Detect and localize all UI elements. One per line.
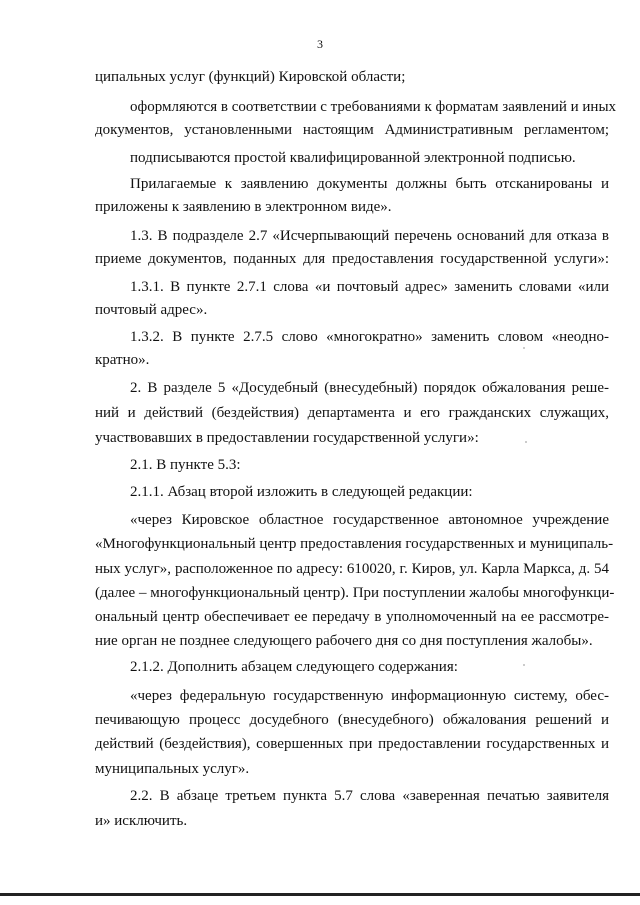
text-line: документов, установленными настоящим Административным регламентом; [95, 122, 609, 138]
text-line: Прилагаемые к заявлению документы должны быть отсканированы и [130, 176, 609, 192]
scan-speck [525, 441, 527, 443]
text-line: 1.3.1. В пункте 2.7.1 слова «и почтовый адрес» заменить словами «или [130, 279, 609, 295]
text-line: ципальных услуг (функций) Кировской области; [95, 69, 406, 85]
text-line: «через федеральную государственную информационную систему, обес- [130, 688, 609, 704]
text-line: 2.1. В пункте 5.3: [130, 457, 241, 473]
text-line: подписываются простой квалифицированной электронной подписью. [130, 150, 576, 166]
text-line: 2. В разделе 5 «Досудебный (внесудебный) порядок обжалования реше- [130, 380, 609, 396]
page-bottom-edge [0, 893, 640, 896]
text-line: «через Кировское областное государственное автономное учреждение [130, 512, 609, 528]
text-line: приеме документов, поданных для предоставления государственной услуги»: [95, 251, 609, 267]
text-line: 2.1.2. Дополнить абзацем следующего содержания: [130, 659, 458, 675]
text-line: ние орган не позднее следующего рабочего дня со дня поступления жалобы». [95, 633, 593, 649]
page-number: 3 [317, 37, 323, 51]
text-line: (далее – многофункциональный центр). При поступлении жалобы многофункци- [95, 585, 615, 601]
text-line: 1.3.2. В пункте 2.7.5 слово «многократно» заменить словом «неодно- [130, 329, 609, 345]
text-line: ональный центр обеспечивает ее передачу в уполномоченный на ее рассмотре- [95, 609, 609, 625]
text-line: и» исключить. [95, 813, 188, 829]
text-line: почтовый адрес». [95, 302, 208, 318]
text-line: «Многофункциональный центр предоставления государственных и муниципаль- [95, 536, 614, 552]
text-line: действий (бездействия), совершенных при предоставлении государственных и [95, 736, 609, 752]
text-line: ний и действий (бездействия) департамента и его гражданских служащих, [95, 405, 609, 421]
scan-speck [523, 664, 525, 666]
text-line: муниципальных услуг». [95, 761, 250, 777]
text-line: печивающую процесс досудебного (внесудебного) обжалования решений и [95, 712, 609, 728]
text-line: участвовавших в предоставлении государственной услуги»: [95, 430, 479, 446]
text-line: 2.2. В абзаце третьем пункта 5.7 слова «заверенная печатью заявителя [130, 788, 609, 804]
text-line: кратно». [95, 352, 150, 368]
text-line: 1.3. В подразделе 2.7 «Исчерпывающий перечень оснований для отказа в [130, 228, 609, 244]
text-line: приложены к заявлению в электронном виде». [95, 199, 392, 215]
text-line: 2.1.1. Абзац второй изложить в следующей редакции: [130, 484, 473, 500]
text-line: оформляются в соответствии с требованиями к форматам заявлений и иных [130, 99, 617, 115]
text-line: ных услуг», расположенное по адресу: 610020, г. Киров, ул. Карла Маркса, д. 54 [95, 561, 609, 577]
scan-speck [523, 347, 525, 349]
